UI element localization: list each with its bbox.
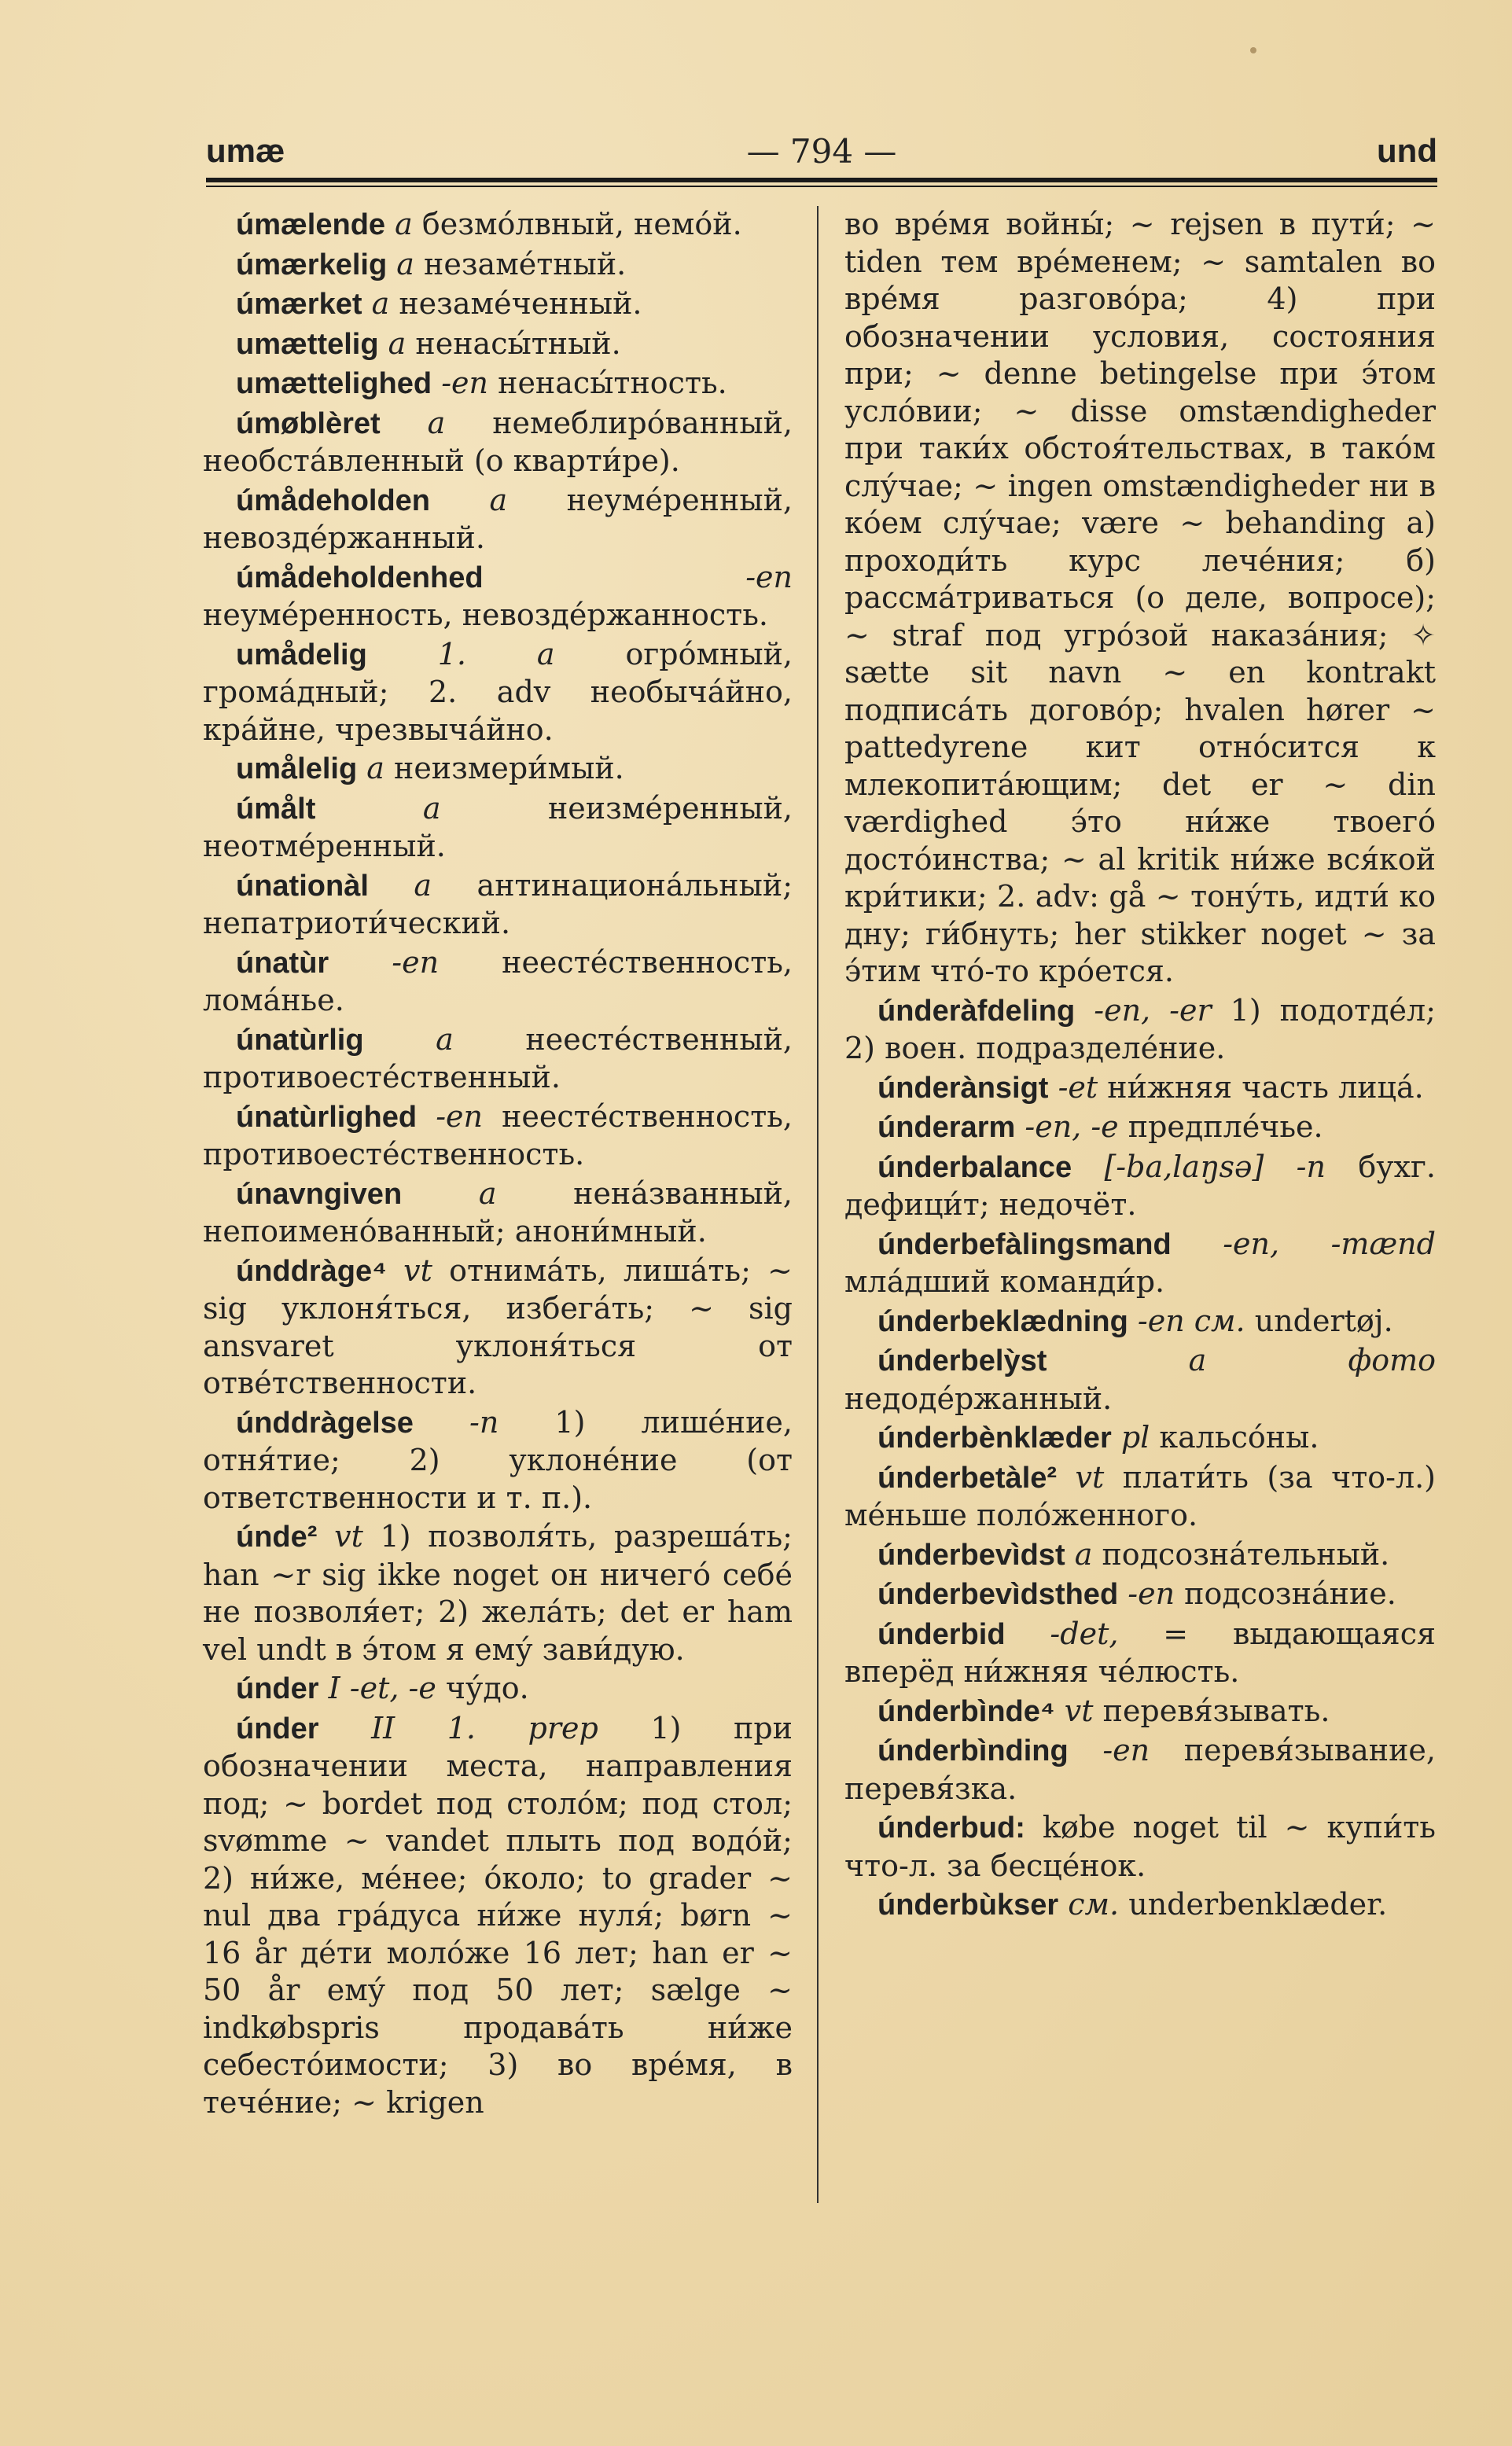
- headword: úmøblèret: [236, 406, 381, 440]
- headword: únderbeklædning: [877, 1304, 1128, 1338]
- dictionary-entry: [203, 482, 793, 557]
- headword: únder: [236, 1712, 319, 1745]
- translation: отнима́ть, лиша́ть; ~ sig уклоня́ться, избега́ть; ~ sig ansvaret уклоня́ться от отве́тственности.: [203, 1252, 793, 1400]
- grammar-label: a: [388, 326, 407, 361]
- continuation-text: во вре́мя войны́; ~ rejsen в пути́; ~ tiden тем вре́менем; ~ samtalen во вре́мя разгово́ра; 4) при обозначении условия, состояния при; ~ denne betingelse при э́том усло́вии; ~ disse omstændigheder при таки́х обстоя́тельствах, в тако́м слу́чае; ~ ingen omstændigheder ни в ко́ем слу́чае; være ~ behanding а) проходи́ть курс лече́ния; б) рассма́триваться (о деле, вопросе); ~ straf под угро́зой наказа́ния; ✧ sætte sit navn ~ en kontrakt подписа́ть догово́р; hvalen hører ~ pattedyrene кит отно́сится к млекопита́ющим; det er ~ din værdighed э́то ни́же твоего́ досто́инства; ~ al kritik ни́же вся́кой кри́тики; 2. adv: gå ~ тону́ть, идти́ ко дну; ги́бнуть; her stikker noget ~ за э́тим что́-то кро́ется.: [844, 207, 1436, 988]
- grammar-label: vt: [1075, 1459, 1105, 1495]
- dictionary-entry: [844, 1069, 1436, 1108]
- headword: únderbud:: [877, 1812, 1025, 1845]
- dictionary-entry: [844, 1226, 1436, 1301]
- translation: ненасы́тность.: [488, 366, 727, 400]
- grammar-label: -et: [1058, 1069, 1098, 1105]
- dictionary-entry: [203, 750, 793, 789]
- grammar-label: см.: [1068, 1887, 1120, 1922]
- header-rule: [206, 178, 1437, 182]
- grammar-label: a: [396, 246, 414, 281]
- translation: неизме́ренный, неотме́ренный.: [203, 790, 793, 863]
- grammar-label: I -et, -e: [328, 1671, 436, 1705]
- grammar-label: -en, -e: [1025, 1109, 1119, 1144]
- dictionary-entry: [844, 1576, 1436, 1614]
- headword: únde²: [236, 1521, 318, 1554]
- headword: únatùrlighed: [236, 1100, 418, 1134]
- dictionary-entry: [844, 1886, 1436, 1925]
- grammar-label: a: [414, 867, 432, 903]
- grammar-label: -en: [1102, 1733, 1150, 1767]
- dictionary-entry: [203, 944, 793, 1020]
- grammar-label: a: [371, 286, 390, 321]
- translation: перевя́зывать.: [1093, 1693, 1330, 1728]
- headword: únderbalance: [877, 1150, 1072, 1184]
- grammar-label: II 1. prep: [371, 1710, 598, 1745]
- dictionary-entry: [203, 1518, 793, 1668]
- translation: предпле́чье.: [1118, 1109, 1323, 1144]
- grammar-label: a: [395, 207, 413, 241]
- grammar-label: -en, -mænd: [1223, 1226, 1436, 1261]
- dictionary-entry: [203, 790, 793, 866]
- grammar-label: -en: [441, 366, 489, 400]
- translation: незаме́ченный.: [389, 286, 642, 321]
- grammar-label: a: [489, 482, 508, 517]
- dictionary-entry: [844, 1459, 1436, 1535]
- dictionary-entry: [203, 1175, 793, 1251]
- header-rule-thin: [206, 186, 1437, 187]
- headword: únatùrlig: [236, 1023, 364, 1057]
- grammar-label: -en, -er: [1094, 992, 1212, 1028]
- headword: úmærket: [236, 288, 362, 321]
- headword: úmådeholden: [236, 484, 431, 517]
- translation: ни́жняя часть лица́.: [1098, 1069, 1424, 1105]
- headword: únderbefàlingsmand: [877, 1227, 1172, 1261]
- headword: únderbevìdsthed: [877, 1578, 1119, 1611]
- translation: незаме́тный.: [414, 246, 627, 281]
- headword: úmålt: [236, 792, 316, 826]
- translation: подсозна́тельный.: [1092, 1536, 1390, 1572]
- translation: мла́дший команди́р.: [844, 1264, 1165, 1299]
- translation: перевя́зывание, перевя́зка.: [844, 1733, 1436, 1806]
- headword: únderbùkser: [877, 1889, 1059, 1922]
- translation: неесте́ственность, противоесте́ственность.: [203, 1098, 793, 1172]
- dictionary-entry: [203, 1710, 793, 2122]
- grammar-label: -n: [469, 1404, 499, 1440]
- headword: umættelig: [236, 327, 379, 361]
- dictionary-entry: [203, 365, 793, 403]
- translation: неесте́ственность, лома́нье.: [203, 944, 793, 1017]
- dictionary-entry: [203, 1670, 793, 1709]
- grammar-label: a: [427, 405, 446, 440]
- grammar-label: vt: [403, 1252, 432, 1288]
- grammar-label: vt: [334, 1519, 363, 1554]
- headword: umålelig: [236, 752, 358, 785]
- translation: ненасы́тный.: [406, 326, 621, 361]
- translation: безмо́лвный, немо́й.: [412, 207, 742, 241]
- translation: чу́до.: [436, 1671, 529, 1705]
- headword: únatùr: [236, 946, 329, 980]
- page-header: [206, 132, 1437, 176]
- grammar-label: -en: [745, 559, 793, 594]
- dictionary-entry: [203, 285, 793, 324]
- translation: undertøj.: [1245, 1303, 1393, 1338]
- headword: únderàfdeling: [877, 994, 1076, 1028]
- grammar-label: a: [422, 790, 441, 826]
- translation: underbenklæder.: [1119, 1887, 1388, 1922]
- grammar-label: a фото: [1188, 1343, 1436, 1377]
- dictionary-entry: [844, 1303, 1436, 1341]
- headword: únderbetàle²: [877, 1461, 1058, 1495]
- translation: подсозна́ние.: [1175, 1576, 1396, 1611]
- grammar-label: a: [478, 1175, 497, 1211]
- translation: нена́званный, непоимено́ванный; анони́мный.: [203, 1175, 793, 1249]
- grammar-label: -en: [392, 944, 440, 980]
- translation: неесте́ственный, противоесте́ственный.: [203, 1021, 793, 1094]
- headword: únddràge⁴: [236, 1254, 387, 1288]
- headword: únderarm: [877, 1111, 1016, 1144]
- dictionary-entry: [203, 1021, 793, 1097]
- grammar-label: -det, =: [1050, 1616, 1189, 1651]
- dictionary-entry: [203, 206, 793, 245]
- translation: 1) подотде́л; 2) воен. подразделе́ние.: [844, 992, 1436, 1065]
- grammar-label: [-ba,laŋsə] -n: [1104, 1149, 1326, 1184]
- headword: umådelig: [236, 638, 367, 671]
- headword: únder: [236, 1672, 319, 1705]
- dictionary-entry: [844, 1149, 1436, 1224]
- grammar-label: a: [1074, 1536, 1093, 1572]
- dictionary-entry: [203, 1098, 793, 1174]
- dictionary-entry: [203, 405, 793, 480]
- header-last-word: und: [1377, 132, 1437, 169]
- grammar-label: pl: [1120, 1420, 1150, 1455]
- headword: únderbìnding: [877, 1734, 1069, 1767]
- headword: únddràgelse: [236, 1406, 414, 1440]
- translation: огро́мный, грома́дный; 2. adv необыча́йно, кра́йне, чрезвыча́йно.: [203, 636, 793, 747]
- page-number: — 794 —: [746, 132, 897, 171]
- headword: únderbid: [877, 1617, 1006, 1651]
- headword: únderànsigt: [877, 1071, 1049, 1105]
- translation: недоде́ржанный.: [844, 1381, 1113, 1416]
- headword: únderbènklæder: [877, 1422, 1112, 1455]
- headword: únderbelỳst: [877, 1344, 1047, 1377]
- translation: неуме́ренный, невозде́ржанный.: [203, 482, 793, 555]
- translation: немеблиро́ванный, необста́вленный (о кварти́ре).: [203, 405, 793, 478]
- headword: únavngiven: [236, 1177, 403, 1211]
- dictionary-entry: [844, 1419, 1436, 1458]
- dictionary-entry: [844, 992, 1436, 1068]
- dictionary-entry: [203, 246, 793, 285]
- headword: únderbevìdst: [877, 1538, 1065, 1572]
- translation: неуме́ренность, невозде́ржанность.: [203, 598, 768, 632]
- headword: únationàl: [236, 869, 369, 903]
- grammar-label: -en см.: [1137, 1303, 1245, 1338]
- header-first-word: umæ: [206, 132, 285, 169]
- dictionary-entry: [203, 326, 793, 364]
- dictionary-entry: [844, 1616, 1436, 1691]
- headword: úmådeholdenhed: [236, 561, 484, 594]
- grammar-label: 1. a: [437, 636, 555, 671]
- headword: umættelighed: [236, 367, 432, 400]
- dictionary-entry: [203, 1404, 793, 1517]
- column-divider: [817, 206, 819, 2203]
- translation: неизмери́мый.: [384, 751, 624, 785]
- dictionary-entry: [844, 1693, 1436, 1731]
- grammar-label: -en: [1128, 1576, 1175, 1611]
- translation: 1) позволя́ть, разреша́ть; han ~r sig ikke noget он ничего́ себе́ не позволя́ет; 2) жела́ть; det er ham vel undt в э́том я ему́ зави́дую.: [203, 1519, 793, 1667]
- dictionary-entry: [844, 1536, 1436, 1575]
- dictionary-entry: [203, 636, 793, 749]
- dictionary-entry: [844, 1732, 1436, 1808]
- headword: úmælende: [236, 208, 386, 241]
- dictionary-entry: [844, 1109, 1436, 1147]
- left-column: [203, 206, 793, 2123]
- translation: кальсо́ны.: [1150, 1420, 1319, 1455]
- dictionary-entry: [844, 1342, 1436, 1418]
- dictionary-entry: [203, 559, 793, 634]
- headword: únderbìnde⁴: [877, 1694, 1055, 1728]
- grammar-label: -en: [436, 1098, 484, 1134]
- headword: úmærkelig: [236, 248, 388, 281]
- dictionary-entry: [844, 1809, 1436, 1885]
- grammar-label: a: [366, 751, 384, 785]
- translation: købe noget til ~ купи́ть что-л. за бесце́нок.: [844, 1810, 1436, 1883]
- grammar-label: vt: [1064, 1693, 1094, 1728]
- translation: 1) при обозначении места, направления под; ~ bordet под столо́м; под стол; svømme ~ vandet плыть под водо́й; 2) ни́же, ме́нее; о́коло; to grader ~ nul два гра́дуса ни́же нуля́; børn ~ 16 år де́ти моло́же 16 лет; han er ~ 50 år ему́ под 50 лет; sælge ~ indkøbspris продава́ть ни́же себесто́имости; 3) во вре́мя, в тече́ние; ~ krigen: [203, 1710, 793, 2120]
- translation: плати́ть (за что-л.) ме́ньше поло́женного.: [844, 1459, 1436, 1532]
- grammar-label: a: [436, 1021, 454, 1057]
- dictionary-entry: [203, 1252, 793, 1403]
- dictionary-entry: [203, 867, 793, 943]
- translation: бухг. дефици́т; недочёт.: [844, 1149, 1436, 1222]
- paper-stain: [1250, 47, 1256, 53]
- right-column: [844, 206, 1436, 1926]
- translation: антинациона́льный; непатриоти́ческий.: [203, 867, 793, 940]
- translation: выдающаяся вперёд ни́жняя че́люсть.: [844, 1616, 1436, 1689]
- translation: 1) лише́ние, отня́тие; 2) уклоне́ние (от ответственности и т. п.).: [203, 1404, 793, 1515]
